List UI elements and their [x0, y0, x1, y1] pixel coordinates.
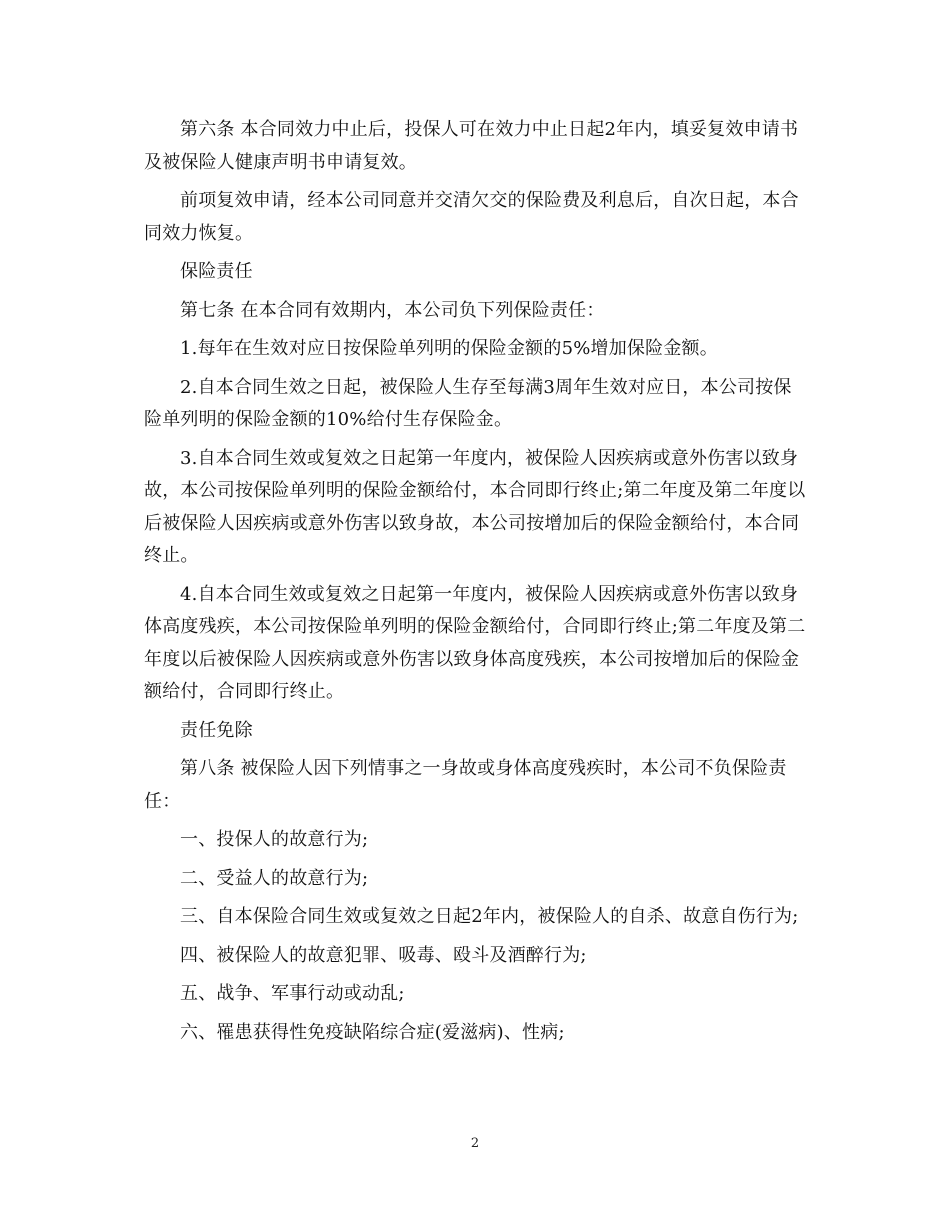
section-heading-insurance-liability: 保险责任 [180, 261, 253, 282]
paragraph-article-6: 第六条 本合同效力中止后，投保人可在效力中止日起2年内，填妥复效申请书及被保险人健康声明书申请复效。 [144, 119, 799, 173]
list-item-exclusion-5: 五、战争、军事行动或动乱; [180, 983, 405, 1004]
list-item-exclusion-6: 六、罹患获得性免疫缺陷综合症(爱滋病)、性病; [180, 1021, 565, 1043]
paragraph-article-7: 第七条 在本合同有效期内，本公司负下列保险责任： [180, 299, 605, 321]
list-item-liability-3: 3.自本合同生效或复效之日起第一年度内，被保险人因疾病或意外伤害以致身故，本公司按保险单列明的保险金额给付，本合同即行终止;第二年度及第二年度以后被保险人因疾病或意外伤害以致身故，本公司按增加后的保险金额给付，本合同终止。 [144, 447, 806, 566]
list-item-liability-1: 1.每年在生效对应日按保险单列明的保险金额的5%增加保险金额。 [180, 338, 718, 359]
list-item-exclusion-4: 四、被保险人的故意犯罪、吸毒、殴斗及酒醉行为; [180, 944, 587, 966]
document-body [144, 114, 806, 1055]
list-item-exclusion-3: 三、自本保险合同生效或复效之日起2年内，被保险人的自杀、故意自伤行为; [180, 906, 799, 927]
section-heading-exclusions: 责任免除 [180, 719, 253, 741]
page-number: 2 [470, 1136, 480, 1151]
paragraph-reinstatement: 前项复效申请，经本公司同意并交清欠交的保险费及利息后，自次日起，本合同效力恢复。 [144, 190, 799, 244]
list-item-exclusion-2: 二、受益人的故意行为; [180, 867, 369, 889]
list-item-exclusion-1: 一、投保人的故意行为; [180, 829, 369, 850]
paragraph-article-8: 第八条 被保险人因下列情事之一身故或身体高度残疾时，本公司不负保险责任： [144, 758, 787, 812]
list-item-liability-2: 2.自本合同生效之日起，被保险人生存至每满3周年生效对应日，本公司按保险单列明的保险金额的10%给付生存保险金。 [144, 376, 792, 430]
list-item-liability-4: 4.自本合同生效或复效之日起第一年度内，被保险人因疾病或意外伤害以致身体高度残疾，本公司按保险单列明的保险金额给付，合同即行终止;第二年度及第二年度以后被保险人因疾病或意外伤害以致身体高度残疾，本公司按增加后的保险金额给付，合同即行终止。 [144, 583, 806, 702]
